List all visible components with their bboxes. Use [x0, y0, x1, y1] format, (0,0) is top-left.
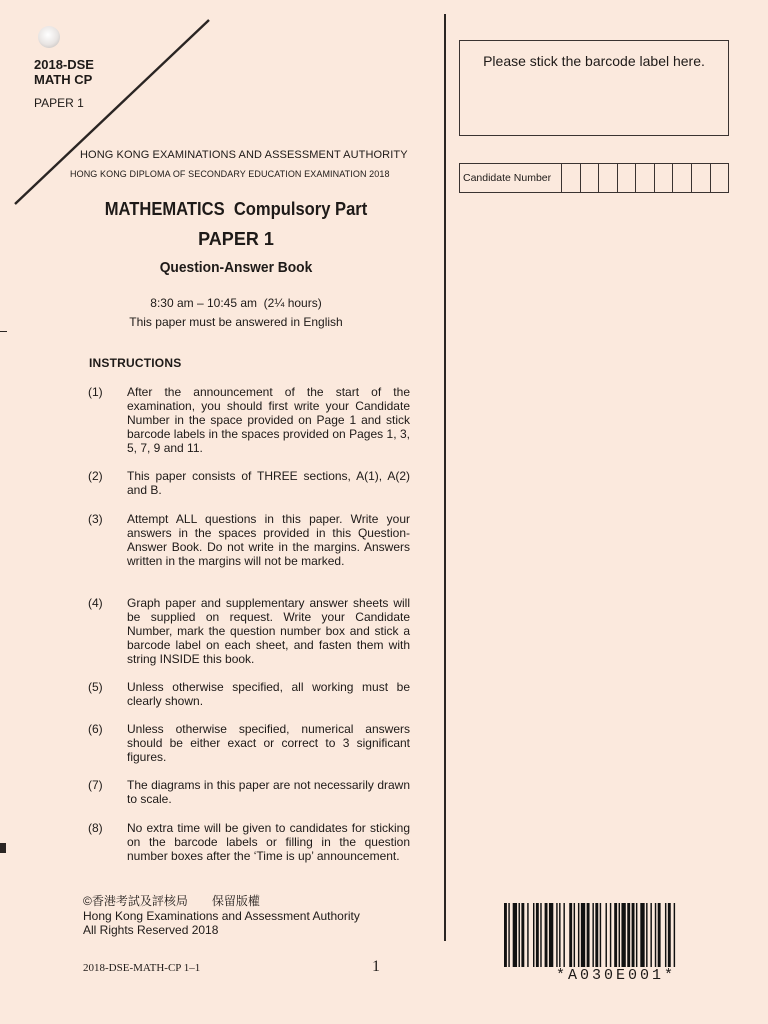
subject-title: MATHEMATICS Compulsory Part	[104, 199, 368, 219]
paper-tag: PAPER 1	[34, 96, 84, 110]
instruction-item	[88, 512, 410, 568]
candidate-number-cell	[562, 164, 581, 192]
instruction-number: (5)	[88, 680, 103, 694]
barcode-bar	[595, 903, 598, 967]
barcode-bar	[540, 903, 541, 967]
paper-code	[34, 57, 94, 87]
column-divider	[444, 14, 446, 941]
instruction-number: (7)	[88, 778, 103, 792]
barcode-bar	[521, 903, 524, 967]
copyright-block	[83, 894, 360, 938]
instruction-item	[88, 680, 410, 708]
instruction-item	[88, 778, 410, 806]
paper-title: PAPER 1	[198, 229, 274, 249]
barcode-bar	[578, 903, 579, 967]
copyright-rights: All Rights Reserved 2018	[83, 923, 219, 937]
barcode-bar	[556, 903, 557, 967]
instruction-text: Attempt ALL questions in this paper. Write your answers in the spaces provided in this Question-Answer Book. Do not write in the margins. Answers written in the margins will not be marked.	[127, 512, 410, 568]
page-number: 1	[372, 958, 380, 975]
exam-time: 8:30 am – 10:45 am (2¼ hours)	[150, 296, 322, 310]
barcode-label-instruction: Please stick the barcode label here.	[483, 53, 705, 69]
instructions-heading: INSTRUCTIONS	[89, 356, 182, 370]
instruction-text: This paper consists of THREE sections, A(1), A(2) and B.	[127, 469, 410, 497]
barcode-bar	[640, 903, 644, 967]
barcode-bar	[658, 903, 661, 967]
barcode-bar	[636, 903, 637, 967]
barcode-bar	[569, 903, 572, 967]
instruction-number: (3)	[88, 512, 103, 526]
instruction-number: (1)	[88, 385, 103, 399]
barcode-bar	[513, 903, 517, 967]
instruction-number: (4)	[88, 596, 103, 610]
edge-tick-mark	[0, 331, 7, 332]
barcode-bar	[650, 903, 651, 967]
candidate-number-cell	[599, 164, 618, 192]
corner-diagonal-line	[0, 0, 230, 220]
barcode-bar	[600, 903, 601, 967]
candidate-number-cell	[618, 164, 637, 192]
paper-code-line-2: MATH CP	[34, 72, 93, 87]
barcode-bar	[621, 903, 625, 967]
barcode-bar	[545, 903, 548, 967]
instruction-item	[88, 385, 410, 455]
instruction-text: Unless otherwise specified, all working must be clearly shown.	[127, 680, 410, 708]
barcode-bar	[527, 903, 528, 967]
candidate-number-cell	[636, 164, 655, 192]
instruction-item	[88, 821, 410, 863]
candidate-number-box	[459, 163, 729, 193]
candidate-number-cell	[673, 164, 692, 192]
candidate-number-cell	[692, 164, 711, 192]
instruction-number: (2)	[88, 469, 103, 483]
instruction-text: Graph paper and supplementary answer sheets will be supplied on request. Write your Candidate Number, mark the question number box and stick a barcode label on each sheet, and fasten them with string INSIDE this book.	[127, 596, 410, 666]
barcode-bar	[619, 903, 620, 967]
barcode-bar	[627, 903, 630, 967]
instruction-number: (6)	[88, 722, 103, 736]
paper-code-line-1: 2018-DSE	[34, 57, 94, 72]
barcode-bar	[508, 903, 509, 967]
barcode-bar	[536, 903, 539, 967]
language-note: This paper must be answered in English	[129, 315, 343, 329]
book-title: Question-Answer Book	[159, 259, 313, 276]
barcode-bar	[559, 903, 560, 967]
candidate-number-label: Candidate Number	[460, 164, 562, 192]
authority-name: HONG KONG EXAMINATIONS AND ASSESSMENT AUTHORITY	[80, 149, 408, 161]
instruction-item	[88, 469, 410, 497]
barcode-bar	[587, 903, 590, 967]
barcode-bar	[614, 903, 617, 967]
barcode-bar	[519, 903, 520, 967]
barcode-bar	[504, 903, 507, 967]
barcode-bar	[606, 903, 607, 967]
barcode-bar	[592, 903, 593, 967]
barcode-bar	[533, 903, 534, 967]
barcode-bar	[563, 903, 564, 967]
barcode-text: *A030E001*	[555, 967, 676, 984]
barcode-bar	[668, 903, 671, 967]
copyright-chinese: ©香港考試及評核局 保留版權	[83, 894, 260, 908]
barcode-bar	[549, 903, 553, 967]
instruction-item	[88, 722, 410, 764]
candidate-number-cell	[711, 164, 729, 192]
footer-paper-code: 2018-DSE-MATH-CP 1–1	[83, 962, 201, 974]
candidate-number-cell	[655, 164, 674, 192]
barcode-bar	[665, 903, 666, 967]
exam-name: HONG KONG DIPLOMA OF SECONDARY EDUCATION EXAMINATION 2018	[70, 169, 390, 179]
barcode-bar	[581, 903, 585, 967]
barcode-bar	[646, 903, 647, 967]
instruction-item	[88, 596, 410, 666]
barcode-bar	[655, 903, 656, 967]
copyright-english: Hong Kong Examinations and Assessment Authority	[83, 908, 360, 923]
edge-block-mark	[0, 843, 6, 853]
candidate-number-cell	[581, 164, 600, 192]
instruction-text: Unless otherwise specified, numerical answers should be either exact or correct to 3 significant figures.	[127, 722, 410, 764]
instruction-text: No extra time will be given to candidates for sticking on the barcode labels or filling in the question number boxes after the ‘Time is up’ announcement.	[127, 821, 410, 863]
barcode-bars	[504, 903, 728, 967]
instruction-text: The diagrams in this paper are not necessarily drawn to scale.	[127, 778, 410, 806]
barcode-bar	[574, 903, 575, 967]
barcode-bar	[610, 903, 611, 967]
instruction-number: (8)	[88, 821, 103, 835]
instruction-text: After the announcement of the start of the examination, you should first write your Candidate Number in the space provided on Page 1 and stick barcode labels in the spaces provided on Pages 1, 3, 5, 7, 9 and 11.	[127, 385, 410, 455]
barcode-bar	[674, 903, 675, 967]
barcode-bar	[632, 903, 635, 967]
